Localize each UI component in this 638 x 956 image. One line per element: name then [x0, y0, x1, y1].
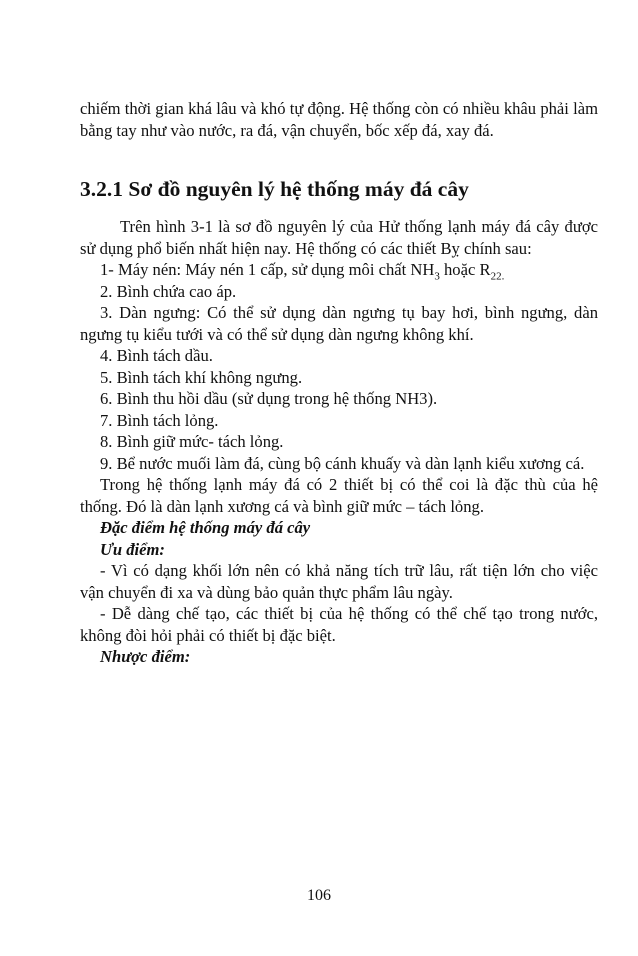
- list-item-6: 6. Bình thu hồi dầu (sử dụng trong hệ thống NH3).: [100, 389, 438, 408]
- list-item-3: 3. Dàn ngưng: Có thể sử dụng dàn ngưng tụ bay hơi, bình ngưng, dàn ngưng tụ kiểu tưới và có thể sử dụng dàn ngưng không khí.: [80, 303, 598, 344]
- list-item-1-subscript-nh3: 3: [434, 270, 440, 283]
- list-item-1: [80, 259, 598, 281]
- list-item-1-mid: hoặc R: [439, 260, 491, 279]
- page-number: 106: [307, 887, 331, 904]
- advantages-heading: Ưu điểm:: [100, 539, 165, 559]
- page-content: [80, 98, 598, 668]
- list-item-1-subscript-r22: 22.: [490, 270, 505, 283]
- list-item-5: 5. Bình tách khí không ngưng.: [100, 367, 303, 387]
- list-item-4: 4. Bình tách dầu.: [100, 346, 213, 365]
- list-item-7: 7. Bình tách lỏng.: [100, 410, 219, 430]
- list-item-8: 8. Bình giữ mức- tách lỏng.: [100, 432, 284, 451]
- disadvantages-heading: Nhược điểm:: [100, 647, 191, 666]
- advantage-item-1: - Vì có dạng khối lớn nên có khả năng tích trữ lâu, rất tiện lớn cho việc vận chuyển đi xa và dùng bảo quản thực phẩm lâu ngày.: [80, 561, 598, 602]
- section-heading: 3.2.1 Sơ đồ nguyên lý hệ thống máy đá cây: [80, 177, 469, 201]
- list-item-2: 2. Bình chứa cao áp.: [100, 281, 237, 301]
- advantage-item-2: - Dễ dàng chế tạo, các thiết bị của hệ thống có thể chế tạo trong nước, không đòi hỏi phải có thiết bị đặc biệt.: [80, 604, 598, 645]
- intro-paragraph: chiếm thời gian khá lâu và khó tự động. Hệ thống còn có nhiều khâu phải làm bằng tay như vào nước, ra đá, vận chuyển, bốc xếp đá, xay đá.: [80, 99, 598, 140]
- list-item-1-text: 1- Máy nén: Máy nén 1 cấp, sử dụng môi chất NH: [100, 260, 435, 279]
- list-item-9: 9. Bể nước muối làm đá, cùng bộ cánh khuấy và dàn lạnh kiểu xương cá.: [100, 453, 585, 473]
- special-equipment-paragraph: Trong hệ thống lạnh máy đá có 2 thiết bị có thể coi là đặc thù của hệ thống. Đó là dàn lạnh xương cá và bình giữ mức – tách lỏng.: [80, 475, 598, 516]
- section-intro-paragraph: Trên hình 3-1 là sơ đồ nguyên lý của Hử thống lạnh máy đá cây được sử dụng phổ biến nhất hiện nay. Hệ thống có các thiết Bỵ chính sau:: [80, 217, 598, 258]
- features-heading: Đặc điểm hệ thống máy đá cây: [100, 518, 311, 537]
